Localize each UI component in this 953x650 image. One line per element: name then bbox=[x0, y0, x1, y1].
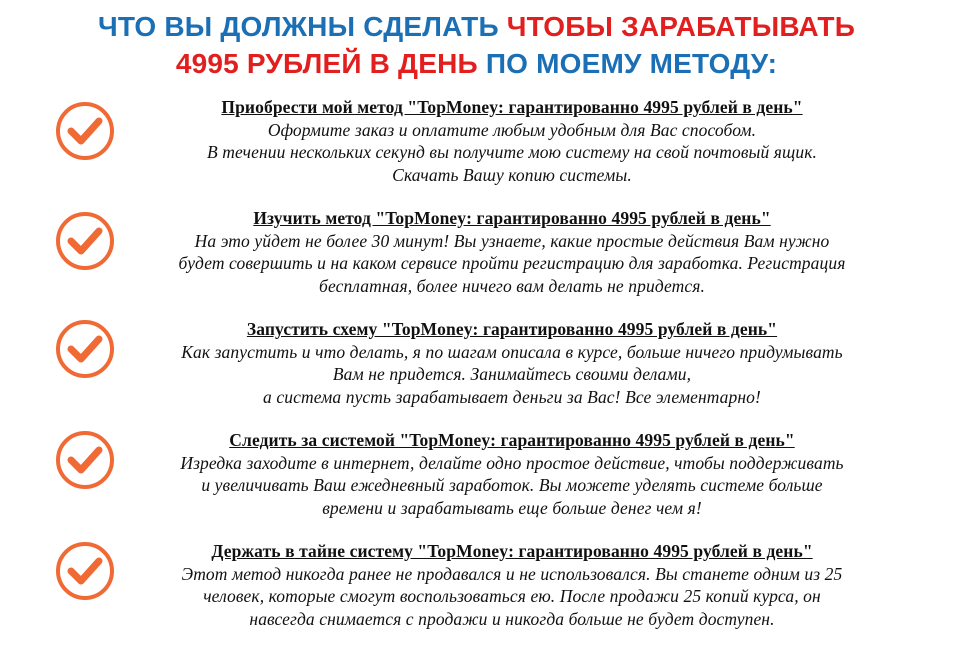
step-text bbox=[120, 318, 904, 408]
step-desc-line: и увеличивать Ваш ежедневный заработок. Вы можете уделять системе больше bbox=[201, 475, 823, 495]
step-text bbox=[120, 207, 904, 297]
headline-part-4: ПО МОЕМУ МЕТОДУ: bbox=[477, 48, 778, 79]
step-desc-line: человек, которые смогут воспользоваться ею. После продажи 25 копий курса, он bbox=[203, 586, 821, 606]
step-text bbox=[120, 96, 904, 186]
step-5 bbox=[0, 540, 953, 650]
step-desc-line: Изредка заходите в интернет, делайте одно простое действие, чтобы поддерживать bbox=[180, 452, 844, 473]
step-title: Следить за системой "TopMoney: гарантированно 4995 рублей в день" bbox=[229, 430, 795, 450]
step-title: Запустить схему "TopMoney: гарантированно 4995 рублей в день" bbox=[246, 319, 778, 339]
step-desc-line: бесплатная, более ничего вам делать не придется. bbox=[319, 275, 705, 296]
step-desc-line: В течении нескольких секунд вы получите мою систему на свой почтовый ящик. bbox=[207, 142, 817, 162]
check-circle-icon bbox=[54, 540, 116, 602]
step-1 bbox=[0, 96, 953, 206]
step-title: Держать в тайне систему "TopMoney: гарантированно 4995 рублей в день" bbox=[211, 541, 813, 561]
step-desc-line: Как запустить и что делать, я по шагам описала в курсе, больше ничего придумывать bbox=[181, 341, 843, 362]
headline bbox=[0, 8, 953, 82]
step-desc-line: На это уйдет не более 30 минут! Вы узнаете, какие простые действия Вам нужно bbox=[194, 230, 830, 251]
step-desc-line: будет совершить и на каком сервисе пройти регистрацию для заработка. Регистрация bbox=[178, 253, 846, 273]
check-circle-icon bbox=[54, 429, 116, 491]
step-3 bbox=[0, 318, 953, 428]
step-4 bbox=[0, 429, 953, 539]
step-desc-line: Этот метод никогда ранее не продавался и не использовался. Вы станете одним из 25 bbox=[181, 563, 843, 584]
step-title: Приобрести мой метод "TopMoney: гарантированно 4995 рублей в день" bbox=[221, 97, 803, 117]
step-desc-line: времени и зарабатывать еще больше денег чем я! bbox=[322, 497, 702, 518]
step-2 bbox=[0, 207, 953, 317]
step-desc-line: Оформите заказ и оплатите любым удобным для Вас способом. bbox=[267, 119, 757, 140]
check-circle-icon bbox=[54, 100, 116, 162]
headline-part-3: 4995 РУБЛЕЙ В ДЕНЬ bbox=[175, 48, 478, 79]
headline-part-2: ЧТОБЫ ЗАРАБАТЫВАТЬ bbox=[506, 11, 856, 42]
step-desc-line: навсегда снимается с продажи и никогда больше не будет доступен. bbox=[249, 608, 775, 629]
step-text bbox=[120, 429, 904, 519]
headline-part-1: ЧТО ВЫ ДОЛЖНЫ СДЕЛАТЬ bbox=[97, 11, 507, 42]
step-title: Изучить метод "TopMoney: гарантированно 4995 рублей в день" bbox=[253, 208, 771, 228]
step-desc-line: Вам не придется. Занимайтесь своими делами, bbox=[332, 364, 692, 384]
step-desc-line: Скачать Вашу копию системы. bbox=[392, 164, 632, 185]
step-text bbox=[120, 540, 904, 630]
check-circle-icon bbox=[54, 318, 116, 380]
step-desc-line: а система пусть зарабатывает деньги за Вас! Все элементарно! bbox=[263, 386, 761, 407]
check-circle-icon bbox=[54, 210, 116, 272]
